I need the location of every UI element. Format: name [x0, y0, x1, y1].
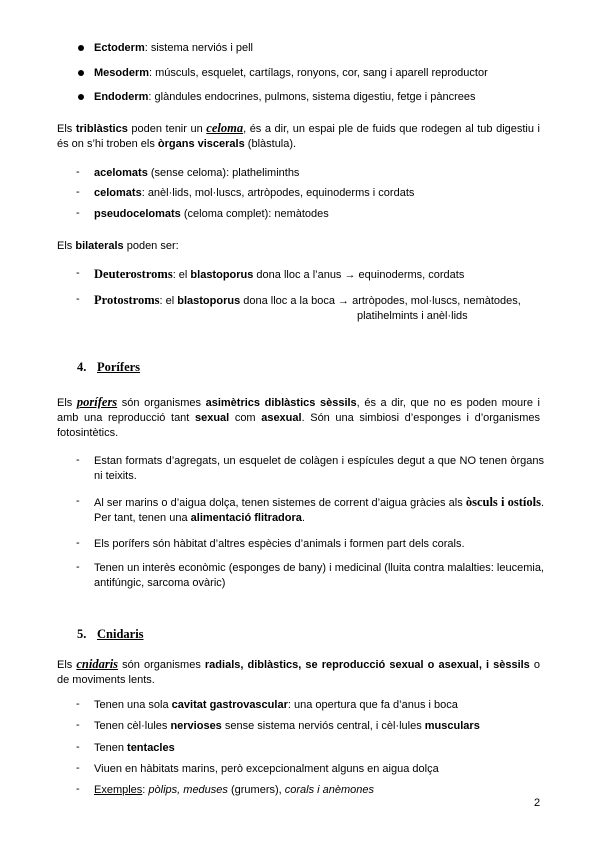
dash-icon: - — [76, 698, 80, 710]
list-item: - Tenen tentacles — [76, 741, 175, 754]
list-item: - Tenen una sola cavitat gastrovascular: una opertura que fa d’anus i boca — [76, 698, 458, 711]
cnidaris-paragraph: Els cnidaris són organismes radials, diblàstics, se reproducció sexual o asexual, i sèssils o de moviments lents. — [57, 657, 541, 686]
list-item: - Protostroms: el blastoporus dona lloc a la boca → artròpodes, mol·luscs, nemàtodes, platihelmints i anèl·lids — [76, 293, 521, 322]
definition: : sistema nerviós i pell — [144, 42, 253, 54]
list-item: - Deuterostroms: el blastoporus dona lloc a l’anus → equinoderms, cordats — [76, 267, 465, 281]
porifers-paragraph: Els porífers són organismes asimètrics diblàstics sèssils, és a dir, que no es poden moure i amb una reproducció tant sexual com asexual. Són una simbiosi d’esponges i d’organismes fotosintètics. — [57, 395, 541, 439]
dash-icon: - — [76, 267, 80, 279]
list-item: - Tenen cèl·lules nervioses sense sistema nerviós central, i cèl·lules musculars — [76, 719, 480, 732]
section-heading: 4. Porífers — [77, 360, 141, 374]
definition: : glàndules endocrines, pulmons, sistema digestiu, fetge i pàncrees — [148, 91, 476, 103]
bilaterals-paragraph: Els bilaterals poden ser: — [57, 240, 179, 252]
dash-icon: - — [76, 762, 80, 774]
bullet-icon — [78, 70, 84, 76]
list-item — [0, 66, 600, 82]
list-item: - Tenen un interès econòmic (esponges de bany) i medicinal (lluita contra malalties: leucemia, antifúngic, sarcoma ovàric) — [76, 561, 544, 589]
list-item: - Estan formats d’agregats, un esquelet de colàgen i espícules degut a que NO tenen òrgans ni teixits. — [76, 454, 544, 482]
definition: : músculs, esquelet, cartílags, ronyons, cor, sang i aparell reproductor — [149, 67, 488, 79]
dash-icon: - — [76, 561, 80, 573]
dash-icon: - — [76, 495, 80, 507]
term: Ectoderm — [94, 42, 145, 54]
list-item: - Viuen en hàbitats marins, però excepcionalment alguns en aigua dolça — [76, 762, 439, 775]
term: Endoderm — [94, 91, 149, 103]
dash-icon: - — [76, 741, 80, 753]
list-item: - pseudocelomats (celoma complet): nemàtodes — [76, 207, 329, 220]
dash-icon: - — [76, 719, 80, 731]
page-number: 2 — [534, 797, 541, 809]
dash-icon: - — [76, 454, 80, 466]
list-item: - Exemples: pòlips, meduses (grumers), corals i anèmones — [76, 783, 375, 796]
term: Mesoderm — [94, 67, 150, 79]
bullet-icon — [78, 94, 84, 100]
dash-icon: - — [76, 166, 80, 178]
celoma-term: celoma — [206, 121, 244, 135]
list-item: - celomats: anèl·lids, mol·luscs, artròpodes, equinoderms i cordats — [76, 186, 415, 199]
dash-icon: - — [76, 293, 80, 305]
list-item: - Els porífers són hàbitat d’altres espècies d’animals i formen part dels corals. — [76, 537, 465, 550]
dash-icon: - — [76, 207, 80, 219]
list-item: - acelomats (sense celoma): platheliminths — [76, 166, 300, 179]
dash-icon: - — [76, 186, 80, 198]
section-heading: 5. Cnidaris — [77, 627, 144, 641]
dash-icon: - — [76, 783, 80, 795]
bullet-icon — [78, 45, 84, 51]
triblastics-paragraph: Els triblàstics poden tenir un celoma, és a dir, un espai ple de fuids que rodegen al tub digestiu i és on s’hi troben els òrgans viscerals (blàstula). — [57, 121, 540, 150]
dash-icon: - — [76, 537, 80, 549]
list-item — [0, 41, 600, 57]
list-item — [0, 90, 600, 106]
list-item: - Al ser marins o d’aigua dolça, tenen sistemes de corrent d’aigua gràcies als òsculs i ostíols. Per tant, tenen una alimentació flitradora. — [76, 495, 545, 524]
